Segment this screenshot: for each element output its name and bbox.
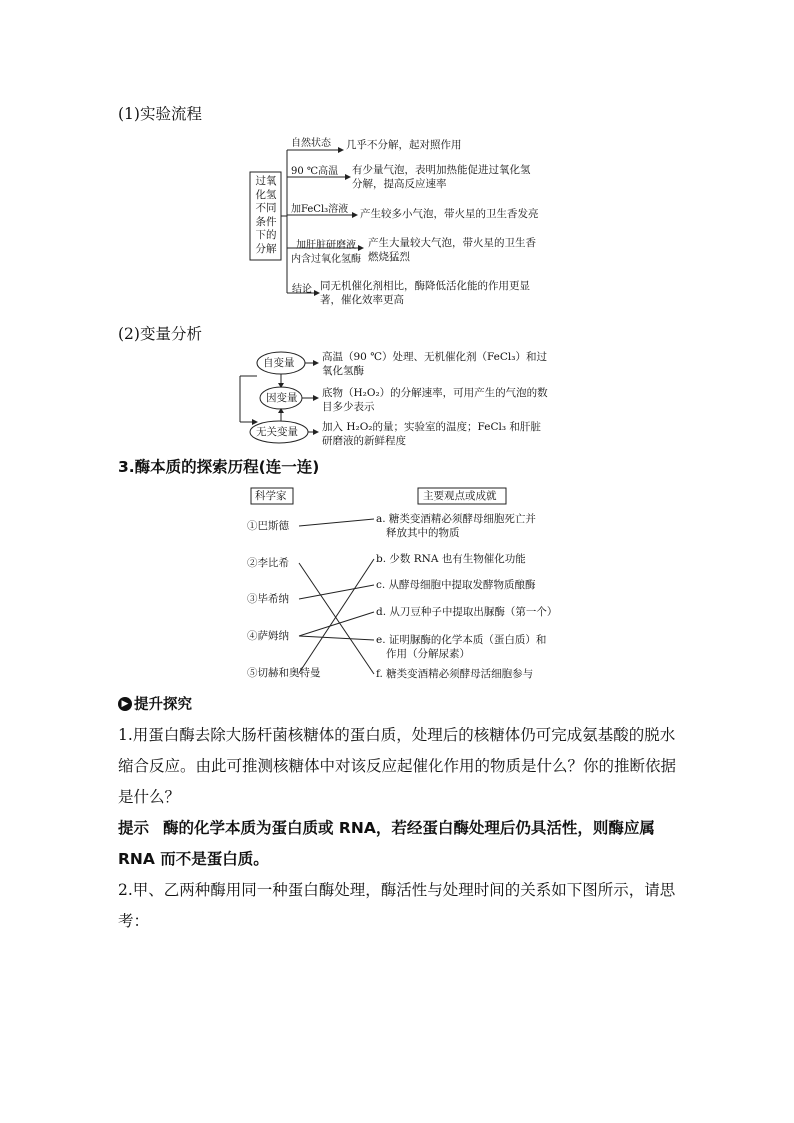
branch-result-natural: 几乎不分解，起对照作用 <box>346 139 462 151</box>
hint-paragraph <box>118 813 684 875</box>
branch-result-liver-1: 产生大量较大气泡，带火星的卫生香 <box>368 237 536 249</box>
achievement-e-1: e. 证明脲酶的化学本质（蛋白质）和 <box>376 634 547 646</box>
question-2: 2.甲、乙两种酶用同一种蛋白酶处理，酶活性与处理时间的关系如下图所示，请思考： <box>118 881 676 930</box>
branch-result-heat-2: 分解，提高反应速率 <box>352 178 447 190</box>
achievement-e-2: 作用（分解尿素） <box>386 648 470 660</box>
branch-result-liver-2: 燃烧猛烈 <box>368 251 410 263</box>
irrelevant-variable-label: 无关变量 <box>256 426 298 438</box>
achievement-b: b. 少数 RNA 也有生物催化功能 <box>376 553 526 565</box>
branch-cond-heat: 90 ℃高温 <box>291 166 339 177</box>
achievement-a-2: 释放其中的物质 <box>386 527 460 539</box>
independent-variable-text-2: 氧化氢酶 <box>322 365 364 377</box>
independent-variable-text-1: 高温（90 ℃）处理、无机催化剂（FeCl₃）和过 <box>322 351 547 363</box>
branch-cond-liver: 加肝脏研磨液 <box>296 240 356 251</box>
branch-cond-natural: 自然状态 <box>291 138 331 149</box>
achievement-a-1: a. 糖类变酒精必须酵母细胞死亡并 <box>376 513 536 525</box>
irrelevant-variable-text-1: 加入 H₂O₂的量；实验室的温度；FeCl₃ 和肝脏 <box>322 421 541 433</box>
scientist-item: ①巴斯德 <box>247 520 289 532</box>
hint-label: 提示 <box>118 819 150 837</box>
branch-result-conclusion-2: 著，催化效率更高 <box>320 294 404 306</box>
branch-cond-liver-2: 内含过氧化氢酶 <box>291 254 361 265</box>
irrelevant-variable-text-2: 研磨液的新鲜程度 <box>322 435 406 447</box>
dependent-variable-label: 因变量 <box>266 392 298 404</box>
scientist-header: 科学家 <box>255 490 287 502</box>
dependent-variable-text-1: 底物（H₂O₂）的分解速率，可用产生的气泡的数 <box>322 387 548 399</box>
section-2-heading: (2)变量分析 <box>118 325 202 343</box>
explore-title: 提升探究 <box>134 697 192 713</box>
achievement-f: f. 糖类变酒精必须酵母活细胞参与 <box>376 668 534 680</box>
circle-arrow-icon: ▶ <box>118 697 132 711</box>
dependent-variable-text-2: 目多少表示 <box>322 401 375 413</box>
question-1: 1.用蛋白酶去除大肠杆菌核糖体的蛋白质，处理后的核糖体仍可完成氨基酸的脱水缩合反应。由此可推测核糖体中对该反应起催化作用的物质是什么？你的推断依据是什么？ <box>118 726 677 806</box>
branch-cond-conclusion: 结论 <box>292 284 312 295</box>
branch-result-heat-1: 有少量气泡，表明加热能促进过氧化氢 <box>352 164 531 176</box>
hint-text: 酶的化学本质为蛋白质或 RNA，若经蛋白酶处理后仍具活性，则酶应属 RNA 而不是蛋白质。 <box>118 819 655 868</box>
independent-variable-label: 自变量 <box>263 357 295 369</box>
scientist-item: ②李比希 <box>247 557 289 569</box>
achievement-d: d. 从刀豆种子中提取出脲酶（第一个） <box>376 606 558 618</box>
scientist-item: ③毕希纳 <box>247 593 289 605</box>
section-3-heading: 3.酶本质的探索历程(连一连) <box>118 458 320 476</box>
scientist-item: ④萨姆纳 <box>247 630 289 642</box>
branch-result-fecl3: 产生较多小气泡，带火星的卫生香发亮 <box>360 208 539 220</box>
root-box-label: 过氧化氢不同条件下的分解 <box>255 175 277 255</box>
branch-result-conclusion-1: 同无机催化剂相比，酶降低活化能的作用更显 <box>320 280 530 292</box>
explore-title-row <box>118 693 192 714</box>
achievement-c: c. 从酵母细胞中提取发酵物质酿酶 <box>376 579 536 591</box>
scientist-item: ⑤切赫和奥特曼 <box>247 667 321 679</box>
branch-cond-fecl3: 加FeCl₃溶液 <box>291 204 349 215</box>
achievement-header: 主要观点或成就 <box>423 490 497 502</box>
section-1-heading: (1)实验流程 <box>118 105 202 123</box>
